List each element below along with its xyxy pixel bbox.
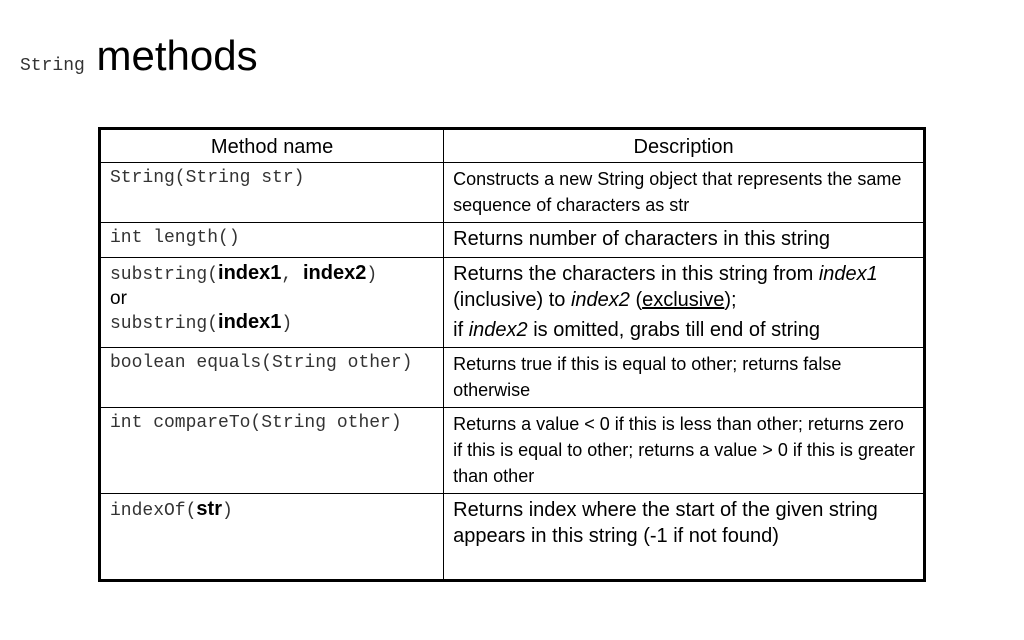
param-name: index1 xyxy=(218,262,282,284)
description-cell: Returns index where the start of the given string appears in this string (-1 if not found) xyxy=(444,494,925,581)
code-text: substring( xyxy=(110,265,219,285)
method-cell: String(String str) xyxy=(100,163,444,223)
substring-description-line xyxy=(453,261,915,287)
header-method-name: Method name xyxy=(100,129,444,163)
substring-description-line xyxy=(453,317,915,343)
header-description: Description xyxy=(444,129,925,163)
method-cell: boolean equals(String other) xyxy=(100,348,444,408)
code-text: ) xyxy=(281,314,293,334)
page-title-code: String xyxy=(20,56,85,76)
or-separator: or xyxy=(110,288,127,309)
table-row xyxy=(100,408,925,494)
description-text: ( xyxy=(629,289,643,311)
method-cell xyxy=(100,494,444,581)
code-text: ) xyxy=(366,265,378,285)
method-cell: int length() xyxy=(100,223,444,258)
description-text: Returns the characters in this string from xyxy=(453,263,819,285)
substring-description-line xyxy=(453,287,915,313)
page-title-text: methods xyxy=(96,32,258,79)
code-text: , xyxy=(281,265,303,285)
description-text: (inclusive) to xyxy=(453,289,571,311)
string-methods-table xyxy=(98,127,926,582)
table-row xyxy=(100,348,925,408)
description-cell: Returns a value < 0 if this is less than other; returns zero if this is equal to other; returns a value > 0 if this is greater than other xyxy=(444,408,925,494)
method-cell: int compareTo(String other) xyxy=(100,408,444,494)
table-row xyxy=(100,223,925,258)
description-cell: Returns number of characters in this string xyxy=(444,223,925,258)
code-text: ) xyxy=(222,501,233,521)
method-cell xyxy=(100,258,444,348)
description-text: ); xyxy=(724,289,737,311)
param-name: str xyxy=(196,498,222,520)
description-cell xyxy=(444,258,925,348)
description-text: is omitted, grabs till end of string xyxy=(527,319,820,341)
page-title xyxy=(20,28,258,84)
table-header-row xyxy=(100,129,925,163)
description-cell: Returns true if this is equal to other; returns false otherwise xyxy=(444,348,925,408)
underlined-term: exclusive xyxy=(642,289,725,311)
substring-signature-one-arg xyxy=(110,310,435,337)
description-cell: Constructs a new String object that represents the same sequence of characters as str xyxy=(444,163,925,223)
table-row xyxy=(100,258,925,348)
substring-signature-two-args xyxy=(110,261,435,288)
indexof-signature xyxy=(110,497,435,524)
code-text: indexOf( xyxy=(110,501,197,521)
param-ref: index2 xyxy=(570,289,630,311)
param-ref: index1 xyxy=(818,263,878,285)
param-name: index1 xyxy=(218,311,282,333)
param-ref: index2 xyxy=(468,319,528,341)
table-row xyxy=(100,494,925,581)
param-name: index2 xyxy=(303,262,367,284)
description-text: if xyxy=(453,319,469,341)
code-text: substring( xyxy=(110,314,219,334)
table-row xyxy=(100,163,925,223)
